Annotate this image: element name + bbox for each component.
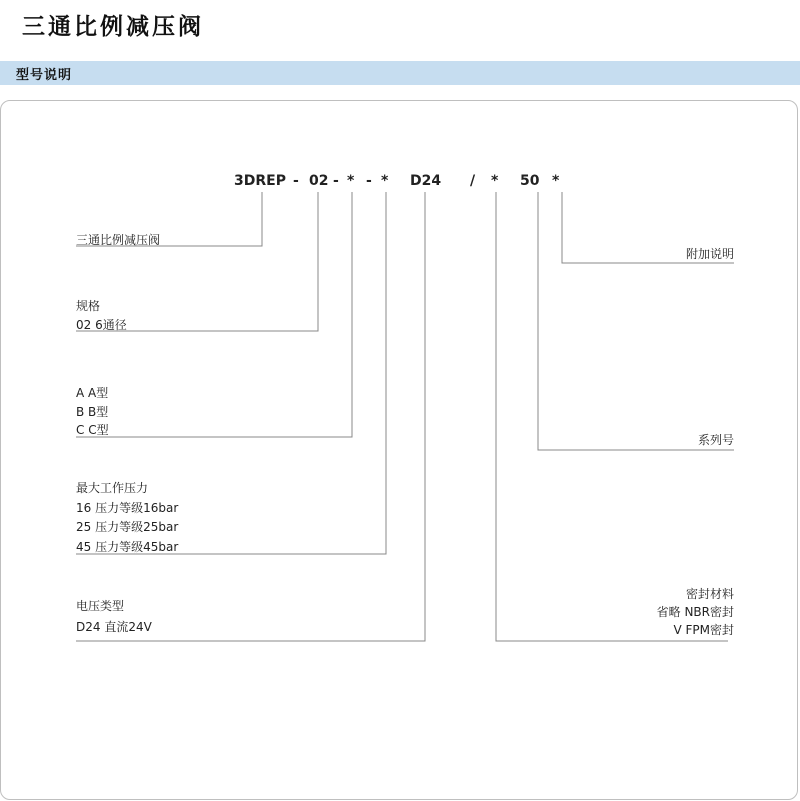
section-title: 型号说明: [16, 68, 73, 83]
page-title: 三通比例减压阀: [22, 14, 204, 40]
code-dash-3: -: [366, 173, 372, 189]
series-label: 系列号: [697, 433, 734, 447]
code-dash-1: -: [293, 173, 299, 189]
code-star-pressure: *: [381, 173, 389, 189]
voltage-line: D24 直流24V: [76, 620, 152, 634]
spec-line: 02 6通径: [76, 318, 127, 332]
code-prefix: 3DREP: [234, 173, 286, 189]
pressure-title: 最大工作压力: [76, 481, 149, 495]
type-line-c: C C型: [76, 423, 109, 437]
product-name: 三通比例减压阀: [76, 233, 161, 247]
code-slash: /: [470, 173, 476, 189]
connector-voltage: [76, 192, 425, 641]
voltage-title: 电压类型: [76, 599, 125, 613]
seal-title: 密封材料: [685, 587, 734, 601]
pressure-line-16: 16 压力等级16bar: [76, 501, 179, 515]
additional-label: 附加说明: [685, 247, 734, 261]
code-star-seal: *: [491, 173, 499, 189]
type-line-a: A A型: [76, 386, 109, 400]
code-dash-2: -: [333, 173, 339, 189]
code-voltage: D24: [410, 173, 442, 189]
code-series: 50: [520, 173, 540, 189]
connector-series: [538, 192, 734, 450]
seal-line-nbr: 省略 NBR密封: [656, 605, 734, 619]
code-star-type: *: [347, 173, 355, 189]
type-line-b: B B型: [76, 405, 109, 419]
connector-size: [76, 192, 318, 331]
code-size: 02: [309, 173, 329, 189]
pressure-line-45: 45 压力等级45bar: [76, 540, 179, 554]
seal-line-fpm: V FPM密封: [673, 623, 734, 637]
spec-title: 规格: [76, 299, 101, 313]
code-star-additional: *: [552, 173, 560, 189]
pressure-line-25: 25 压力等级25bar: [76, 520, 179, 534]
connector-type: [76, 192, 352, 437]
